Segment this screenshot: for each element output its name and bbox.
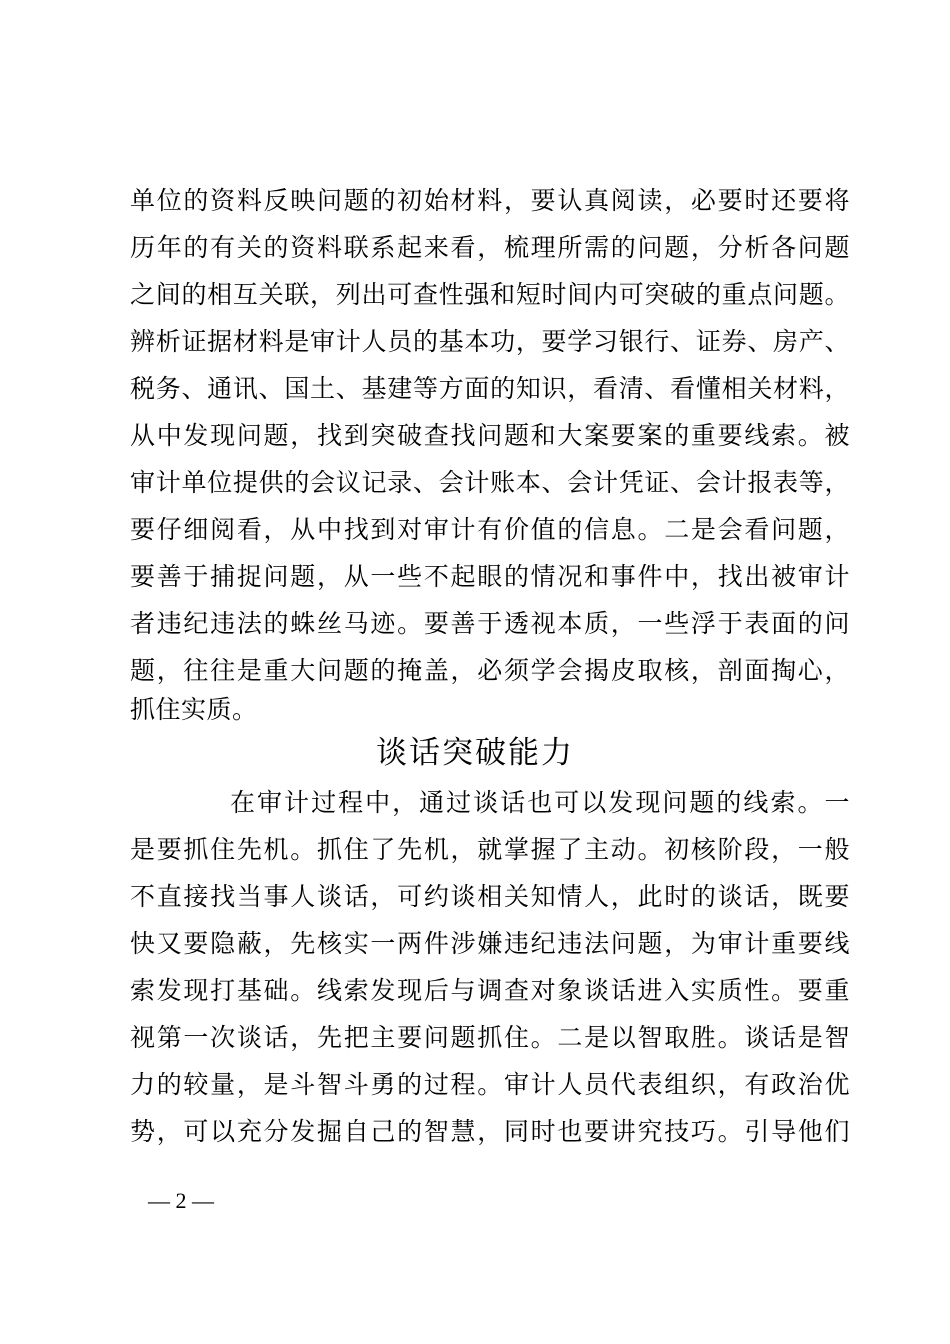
text-line: 索发现打基础。线索发现后与调查对象谈话进入实质性。要重 bbox=[130, 976, 850, 1005]
text-line: 辨析证据材料是审计人员的基本功，要学习银行、证券、房产、 bbox=[130, 327, 850, 356]
text-line: 从中发现问题，找到突破查找问题和大案要案的重要线索。被 bbox=[130, 421, 850, 450]
text-line: 历年的有关的资料联系起来看，梳理所需的问题，分析各问题 bbox=[130, 233, 850, 262]
text-line: 快又要隐蔽，先核实一两件涉嫌违纪违法问题，为审计重要线 bbox=[130, 929, 850, 958]
section-heading: 谈话突破能力 bbox=[376, 735, 574, 771]
text-line: 在审计过程中，通过谈话也可以发现问题的线索。一 bbox=[230, 788, 850, 817]
text-line: 势，可以充分发掘自己的智慧，同时也要讲究技巧。引导他们 bbox=[130, 1117, 850, 1146]
text-line: 力的较量，是斗智斗勇的过程。审计人员代表组织，有政治优 bbox=[130, 1070, 850, 1099]
text-line: 审计单位提供的会议记录、会计账本、会计凭证、会计报表等， bbox=[130, 468, 850, 497]
text-line: 视第一次谈话，先把主要问题抓住。二是以智取胜。谈话是智 bbox=[130, 1023, 850, 1052]
page-number: — 2 — bbox=[148, 1188, 214, 1213]
text-line: 抓住实质。 bbox=[130, 695, 258, 724]
text-line: 要仔细阅看，从中找到对审计有价值的信息。二是会看问题， bbox=[130, 515, 850, 544]
text-line: 单位的资料反映问题的初始材料，要认真阅读，必要时还要将 bbox=[130, 186, 850, 215]
text-line: 是要抓住先机。抓住了先机，就掌握了主动。初核阶段，一般 bbox=[130, 835, 850, 864]
text-line: 要善于捕捉问题，从一些不起眼的情况和事件中，找出被审计 bbox=[130, 562, 850, 591]
text-line: 题，往往是重大问题的掩盖，必须学会揭皮取核，剖面掏心， bbox=[130, 656, 850, 685]
text-line: 税务、通讯、国土、基建等方面的知识，看清、看懂相关材料， bbox=[130, 374, 850, 403]
text-line: 之间的相互关联，列出可查性强和短时间内可突破的重点问题。 bbox=[130, 280, 850, 309]
text-line: 者违纪违法的蛛丝马迹。要善于透视本质，一些浮于表面的问 bbox=[130, 609, 850, 638]
text-line: 不直接找当事人谈话，可约谈相关知情人，此时的谈话，既要 bbox=[130, 882, 850, 911]
